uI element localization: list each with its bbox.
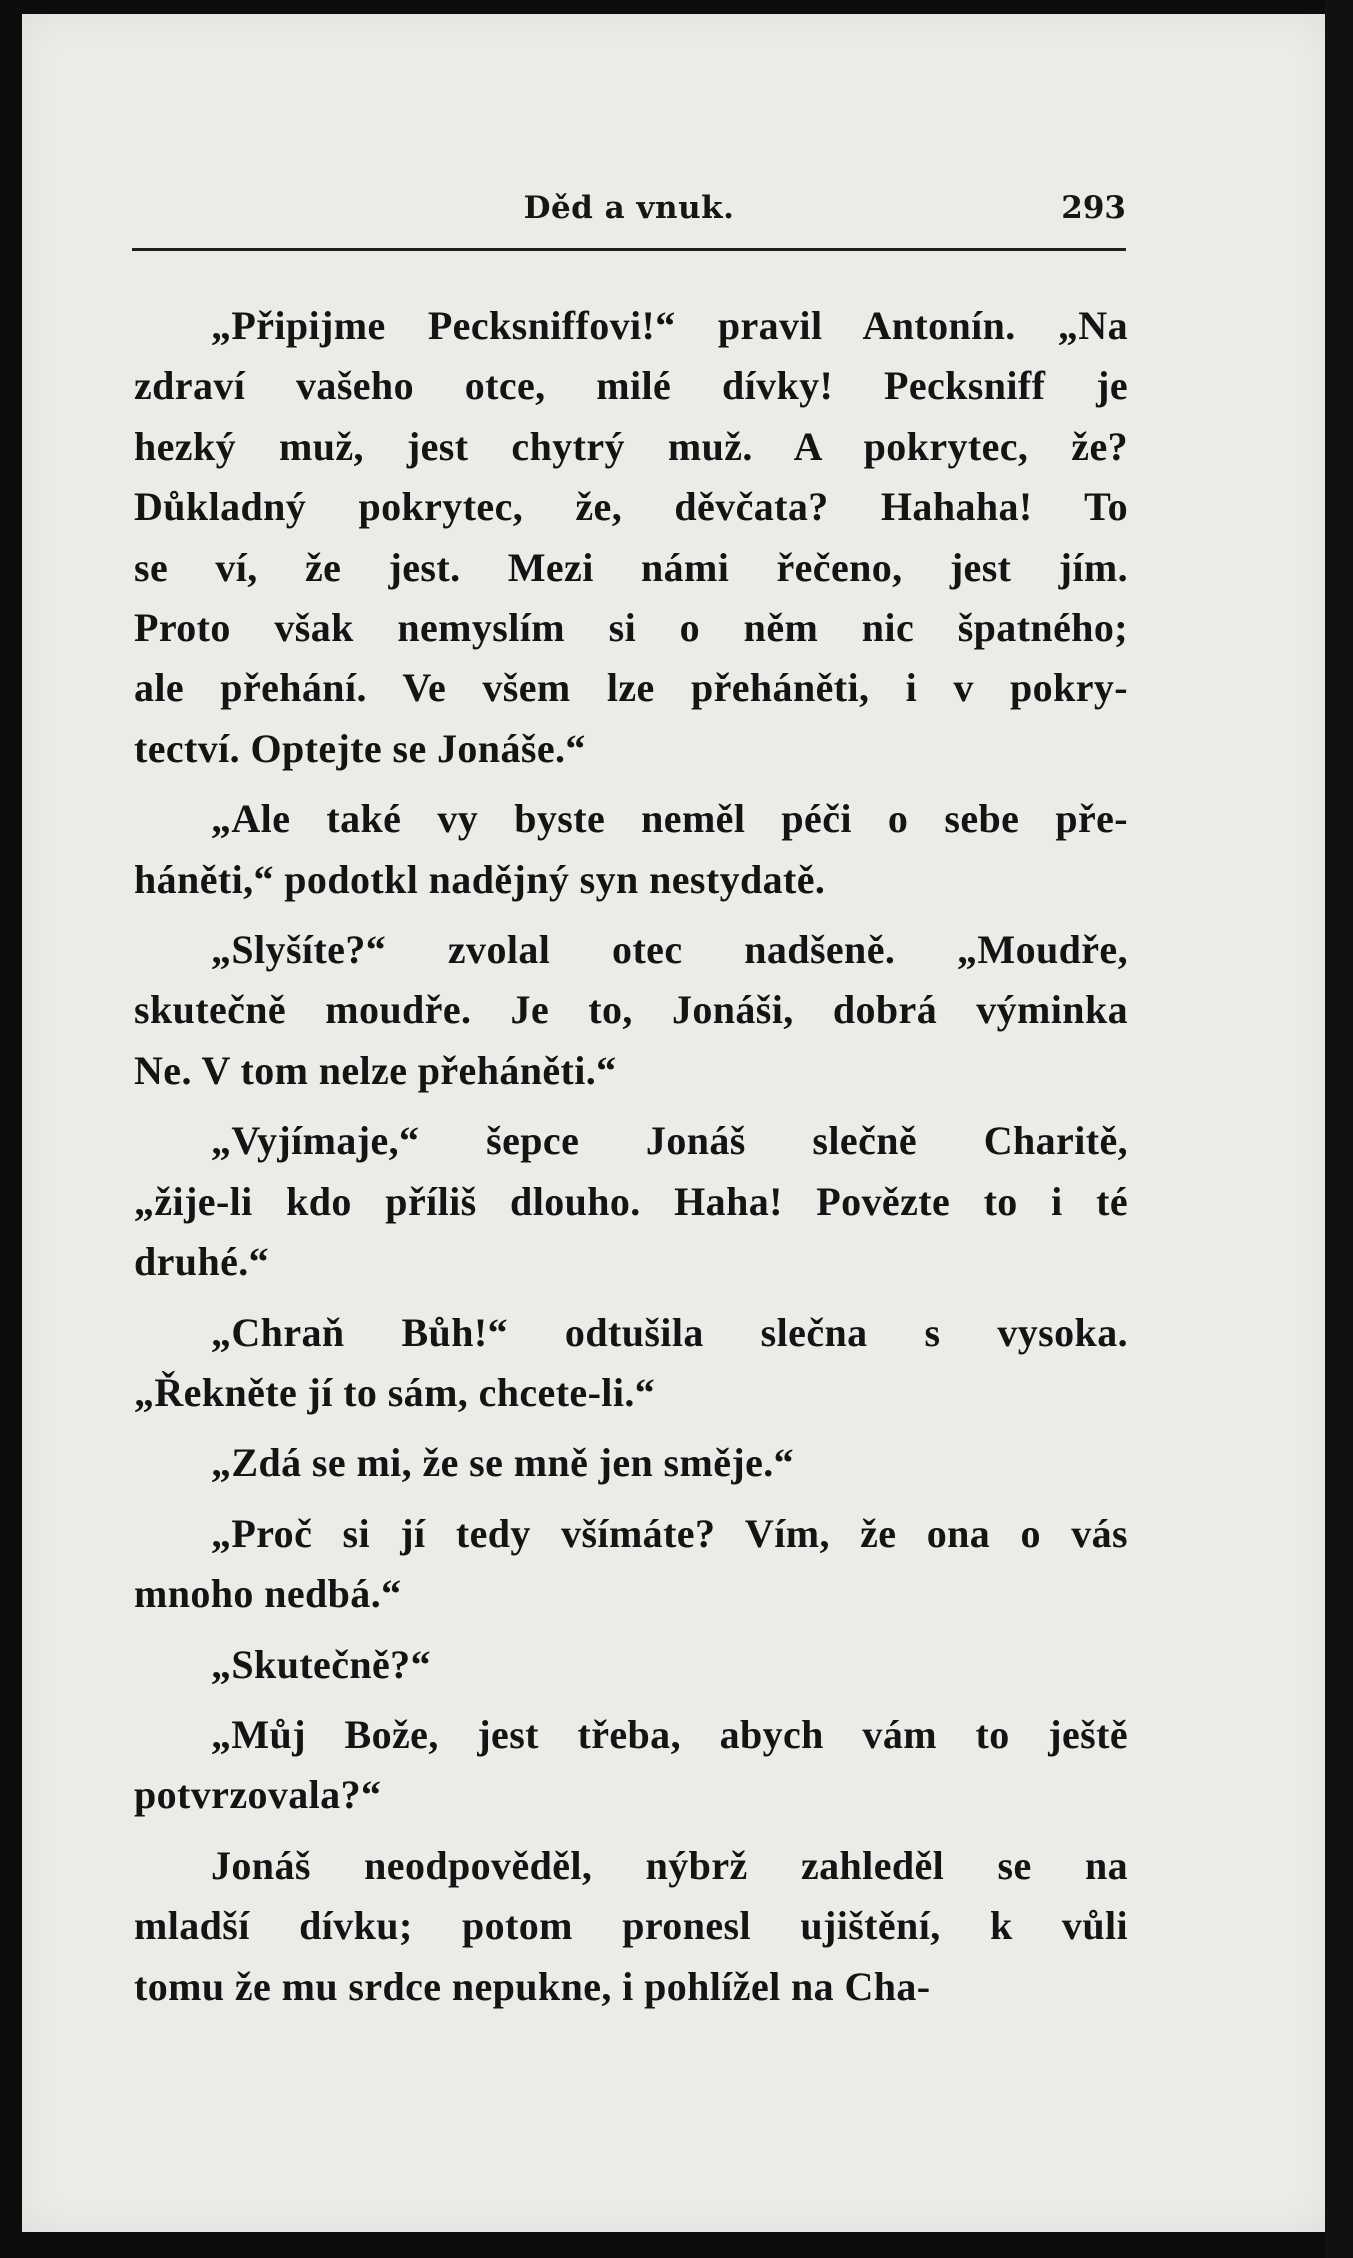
paragraph — [134, 1111, 1128, 1292]
text-line: mnoho nedbá.“ — [134, 1571, 402, 1617]
text-line: „Připijme Pecksniffovi!“ pravil Antonín. „Na — [211, 303, 1128, 348]
body-text — [134, 296, 1128, 2027]
paragraph — [134, 789, 1128, 910]
text-line: „Můj Bože, jest třeba, abych vám to ještě — [211, 1711, 1128, 1757]
paragraph — [134, 1635, 1128, 1695]
text-line: Ne. V tom nelze přeháněti.“ — [134, 1047, 617, 1093]
text-line: zdraví vašeho otce, milé dívky! Pecksniff je — [134, 363, 1128, 409]
text-line: tectví. Optejte se Jonáše.“ — [134, 725, 586, 771]
text-line: „Slyšíte?“ zvolal otec nadšeně. „Moudře, — [211, 927, 1128, 973]
page-header — [132, 190, 1126, 236]
text-line: „Vyjímaje,“ šepce Jonáš slečně Charitě, — [211, 1118, 1128, 1164]
paragraph — [134, 1836, 1128, 2017]
text-line: mladší dívku; potom pronesl ujištění, k vůli — [134, 1903, 1128, 1949]
paragraph — [134, 1705, 1128, 1826]
text-line: ale přehání. Ve všem lze přeháněti, i v pokry- — [134, 665, 1128, 711]
paragraph — [134, 1504, 1128, 1625]
text-line: Jonáš neodpověděl, nýbrž zahleděl se na — [211, 1842, 1128, 1888]
text-line: „Skutečně?“ — [211, 1641, 431, 1687]
text-line: druhé.“ — [134, 1239, 270, 1285]
text-line: se ví, že jest. Mezi námi řečeno, jest jím. — [134, 544, 1128, 590]
paragraph — [134, 920, 1128, 1101]
text-line: Proto však nemyslím si o něm nic špatného; — [134, 605, 1128, 651]
text-line: potvrzovala?“ — [134, 1772, 382, 1818]
scan-edge — [1325, 0, 1353, 2258]
text-line: tomu že mu srdce nepukne, i pohlížel na Cha- — [134, 1963, 931, 2009]
text-line: „žije-li kdo příliš dlouho. Haha! Povězte to i té — [134, 1178, 1128, 1224]
paragraph — [134, 1433, 1128, 1493]
paragraph — [134, 296, 1128, 779]
running-title: Děd a vnuk. — [523, 190, 735, 226]
text-line: „Zdá se mi, že se mně jen směje.“ — [211, 1440, 795, 1486]
text-line: „Ale také vy byste neměl péči o sebe pře- — [211, 796, 1128, 842]
header-rule — [132, 248, 1126, 251]
text-line: Důkladný pokrytec, že, děvčata? Hahaha! To — [134, 484, 1128, 530]
text-line: „Proč si jí tedy všímáte? Vím, že ona o vás — [211, 1510, 1128, 1556]
text-line: „Řekněte jí to sám, chcete-li.“ — [134, 1369, 656, 1415]
page-number: 293 — [1061, 190, 1126, 226]
text-line: háněti,“ podotkl nadějný syn nestydatě. — [134, 856, 826, 902]
text-line: skutečně moudře. Je to, Jonáši, dobrá výminka — [134, 987, 1128, 1033]
text-line: „Chraň Bůh!“ odtušila slečna s vysoka. — [211, 1309, 1128, 1355]
text-line: hezký muž, jest chytrý muž. A pokrytec, že? — [134, 423, 1128, 469]
paragraph — [134, 1303, 1128, 1424]
